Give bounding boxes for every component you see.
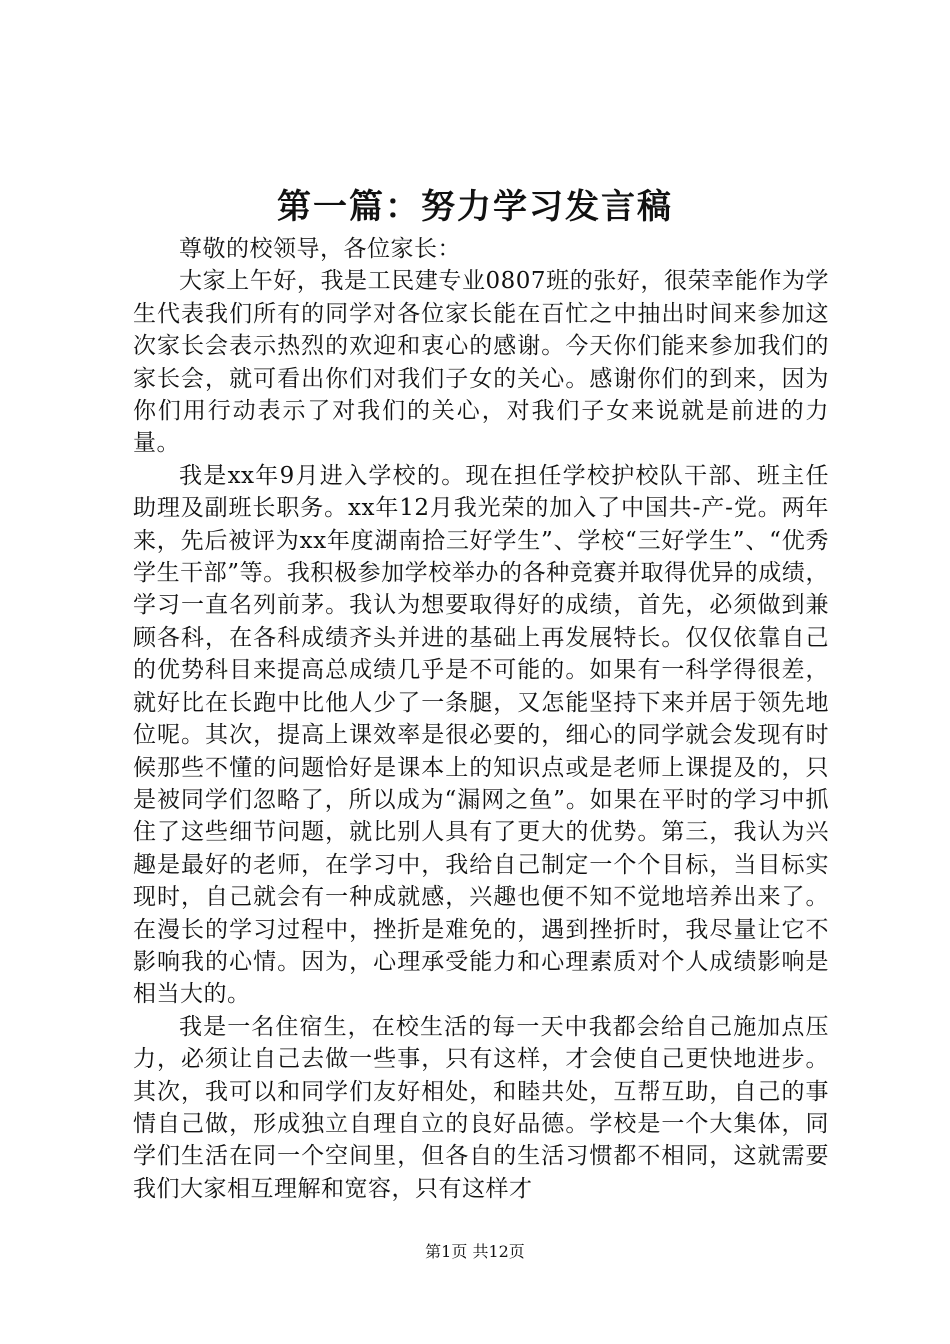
paragraph-1: 大家上午好，我是工民建专业0807班的张好，很荣幸能作为学生代表我们所有的同学对各位家长能在百忙之中抽出时间来参加这次家长会表示热烈的欢迎和衷心的感谢。今天你们能来参加我们的家长会，就可看出你们对我们子女的关心。感谢你们的到来，因为你们用行动表示了对我们的关心，对我们子女来说就是前进的力量。 (133, 268, 829, 457)
paragraph-2: 我是xx年9月进入学校的。现在担任学校护校队干部、班主任助理及副班长职务。xx年12月我光荣的加入了中国共-产-党。两年来，先后被评为xx年度湖南拾三好学生”、学校“三好学生”、“优秀学生干部”等。我积极参加学校举办的各种竞赛并取得优异的成绩，学习一直名列前茅。我认为想要取得好的成绩，首先，必须做到兼顾各科，在各科成绩齐头并进的基础上再发展特长。仅仅依靠自己的优势科目来提高总成绩几乎是不可能的。如果有一科学得很差，就好比在长跑中比他人少了一条腿，又怎能坚持下来并居于领先地位呢。其次，提高上课效率是很必要的，细心的同学就会发现有时候那些不懂的问题恰好是课本上的知识点或是老师上课提及的，只是被同学们忽略了，所以成为“漏网之鱼”。如果在平时的学习中抓住了这些细节问题，就比别人具有了更大的优势。第三，我认为兴趣是最好的老师，在学习中，我给自己制定一个个目标，当目标实现时，自己就会有一种成就感，兴趣也便不知不觉地培养出来了。在漫长的学习过程中，挫折是难免的，遇到挫折时，我尽量让它不影响我的心情。因为，心理承受能力和心理素质对个人成绩影响是相当大的。 (133, 462, 829, 1008)
document-title: 第一篇：努力学习发言稿 (277, 187, 673, 227)
page-footer: 第1页 共12页 (425, 1242, 525, 1261)
document-body (133, 233, 829, 1205)
salutation: 尊敬的校领导，各位家长： (179, 236, 461, 262)
paragraph-3: 我是一名住宿生，在校生活的每一天中我都会给自己施加点压力，必须让自己去做一些事，只有这样，才会使自己更快地进步。其次，我可以和同学们友好相处，和睦共处，互帮互助，自己的事情自己做，形成独立自理自立的良好品德。学校是一个大集体，同学们生活在同一个空间里，但各自的生活习惯都不相同，这就需要我们大家相互理解和宽容，只有这样才 (133, 1013, 829, 1202)
